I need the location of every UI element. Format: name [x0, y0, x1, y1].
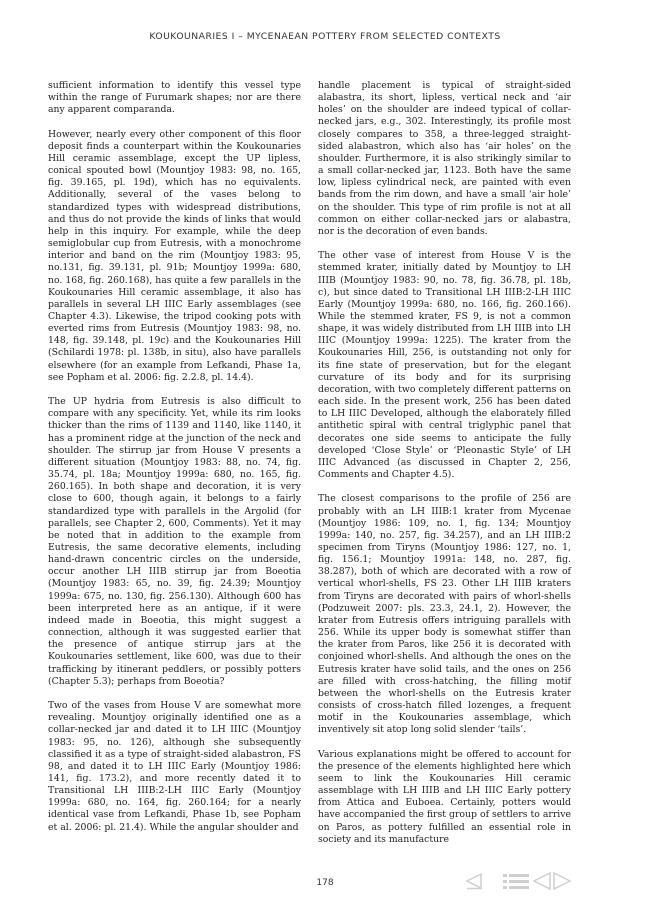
left-column	[48, 80, 301, 846]
paragraph: However, nearly every other component of this floor deposit finds a counterpart within the Koukounaries Hill ceramic assemblage, except the UP lipless, conical spouted bowl (Mountjoy 1983: 98, no. 165, fig. 39.165, pl. 19d), which has no equivalents. Additionally, several of the vases belong to standardized types with widespread distributions, and thus do not provide the kinds of links that would help in this inquiry. For example, while the deep semiglobular cup from Eutresis, with a monochrome interior and band on the rim (Mountjoy 1983: 95, no.131, fig. 39.131, pl. 91b; Mountjoy 1999a: 680, no. 168, fig. 260.168), has quite a few parallels in the Koukounaries Hill ceramic assemblage, it also has parallels in several LH IIIC Early assemblages (see Chapter 4.3). Likewise, the tripod cooking pots with everted rims from Eutresis (Mountjoy 1983: 98, no. 148, fig. 39.148, pl. 19c) and the Koukounaries Hill (Schilardi 1978: pl. 138b, in situ), also have parallels elsewhere (for an example from Lefkandi, Phase 1a, see Popham et al. 2006: fig. 2.2.8, pl. 14.4).	[48, 128, 301, 383]
paragraph: handle placement is typical of straight-sided alabastra, its short, lipless, vertical neck and ‘air holes’ on the shoulder are indeed typical of collar-necked jars, e.g., 302. Interestingly, its profile most closely compares to 358, a three-legged straight-sided alabastron, which also has ‘air holes’ on the shoulder. Furthermore, it is also strikingly similar to a small collar-necked jar, 1123. Both have the same low, lipless cylindrical neck, are painted with even bands from the rim down, and have a small ‘air hole’ on the shoulder. This type of rim profile is not at all common on either collar-necked jars or alabastra, nor is the decoration of even bands.	[318, 80, 571, 237]
menu-list-icon[interactable]	[502, 871, 530, 895]
paragraph: Various explanations might be offered to account for the presence of the elements highlighted here which seem to link the Koukounaries Hill ceramic assemblage with LH IIIB and LH IIIC Early pottery from Attica and Euboea. Certainly, potters would have accompanied the first group of settlers to arrive on Paros, as pottery fulfilled an essential role in society and its manufacture	[318, 748, 571, 845]
right-column	[318, 80, 571, 858]
previous-page-icon[interactable]	[532, 871, 552, 895]
running-header: KOUKOUNARIES I – MYCENAEAN POTTERY FROM SELECTED CONTEXTS	[149, 31, 501, 42]
page-number: 178	[316, 878, 334, 888]
next-page-icon[interactable]	[552, 871, 572, 895]
paragraph: sufficient information to identify this vessel type within the range of Furumark shapes; nor are there any apparent comparanda.	[48, 80, 301, 116]
paragraph: Two of the vases from House V are somewhat more revealing. Mountjoy originally identified one as a collar-necked jar and dated it to LH IIIC (Mountjoy 1983: 95, no. 126), although she subsequently classified it as a type of straight-sided alabastron, FS 98, and dated it to LH IIIC Early (Mountjoy 1986: 141, fig. 173.2), and more recently dated it to Transitional LH IIIB:2-LH IIIC Early (Mountjoy 1999a: 680, no. 164, fig. 260.164; for a nearly identical vase from Lefkandi, Phase 1b, see Popham et al. 2006: pl. 21.4). While the angular shoulder and	[48, 700, 301, 833]
paragraph: The UP hydria from Eutresis is also difficult to compare with any specificity. Yet, while its rim looks thicker than the rims of 1139 and 1140, like 1140, it has a prominent ridge at the junction of the neck and shoulder. The stirrup jar from House V presents a different situation (Mountjoy 1983: 88, no. 74, fig. 35.74, pl. 18a; Mountjoy 1999a: 680, no. 165, fig. 260.165). In both shape and decoration, it is very close to 600, though again, it belongs to a fairly standardized type with parallels in the Argolid (for parallels, see Chapter 2, 600, Comments). Yet it may be noted that in addition to the example from Eutresis, the same decorative elements, including hand-drawn concentric circles on the underside, occur another LH IIIB stirrup jar from Boeotia (Mountjoy 1983: 65, no. 39, fig. 24.39; Mountjoy 1999a: 675, no. 130, fig. 256.130). Although 600 has been interpreted here as an antique, if it were indeed made in Boeotia, this might suggest a connection, although it was suggested earlier that the presence of antique stirrup jars at the Koukounaries settlement, like 600, was due to their trafficking by itinerant peddlers, or possibly potters (Chapter 5.3); perhaps from Boeotia?	[48, 396, 301, 687]
paragraph: The closest comparisons to the profile of 256 are probably with an LH IIIB:1 krater from Mycenae (Mountjoy 1986: 109, no. 1, fig. 134; Mountjoy 1999a: 140, no. 257, fig. 34.257), and an LH IIIB:2 specimen from Tiryns (Mountjoy 1986: 127, no. 1, fig. 156.1; Mountjoy 1991a: 148, no. 287, fig. 38.287), both of which are decorated with a row of vertical whorl-shells, FS 23. Other LH IIIB kraters from Tiryns are decorated with pairs of whorl-shells (Podzuweit 2007: pls. 23.3, 24.1, 2). However, the krater from Eutresis offers intriguing parallels with 256. While its upper body is somewhat stiffer than the krater from Paros, like 256 it is decorated with conjoined whorl-shells. And although the ones on the Eutresis krater have solid tails, and the ones on 256 are filled with cross-hatching, the filling motif between the whorl-shells on the Eutresis krater consists of cross-hatch filled lozenges, a frequent motif in the Koukounaries assemblage, which inventively sit atop long solid slender ‘tails’.	[318, 493, 571, 736]
first-page-icon[interactable]	[464, 871, 484, 895]
paragraph: The other vase of interest from House V is the stemmed krater, initially dated by Mountjoy to LH IIIB (Mountjoy 1983: 90, no. 78, fig. 36.78, pl. 18b, c), but since dated to Transitional LH IIIB:2-LH IIIC Early (Mountjoy 1999a: 680, no. 166, fig. 260.166). While the stemmed krater, FS 9, is not a common shape, it was widely distributed from LH IIIB into LH IIIC (Mountjoy 1999a: 1225). The krater from the Koukounaries Hill, 256, is outstanding not only for its fine state of preservation, but for the elegant curvature of its body and for its surprising decoration, with two completely different patterns on each side. In the present work, 256 has been dated to LH IIIC Developed, although the elaborately filled antithetic spiral with central triglyphic panel that decorates one side seems to anticipate the fully developed ‘Close Style’ or ‘Pleonastic Style’ of LH IIIC Advanced (as discussed in Chapter 2, 256, Comments and Chapter 4.5).	[318, 250, 571, 481]
